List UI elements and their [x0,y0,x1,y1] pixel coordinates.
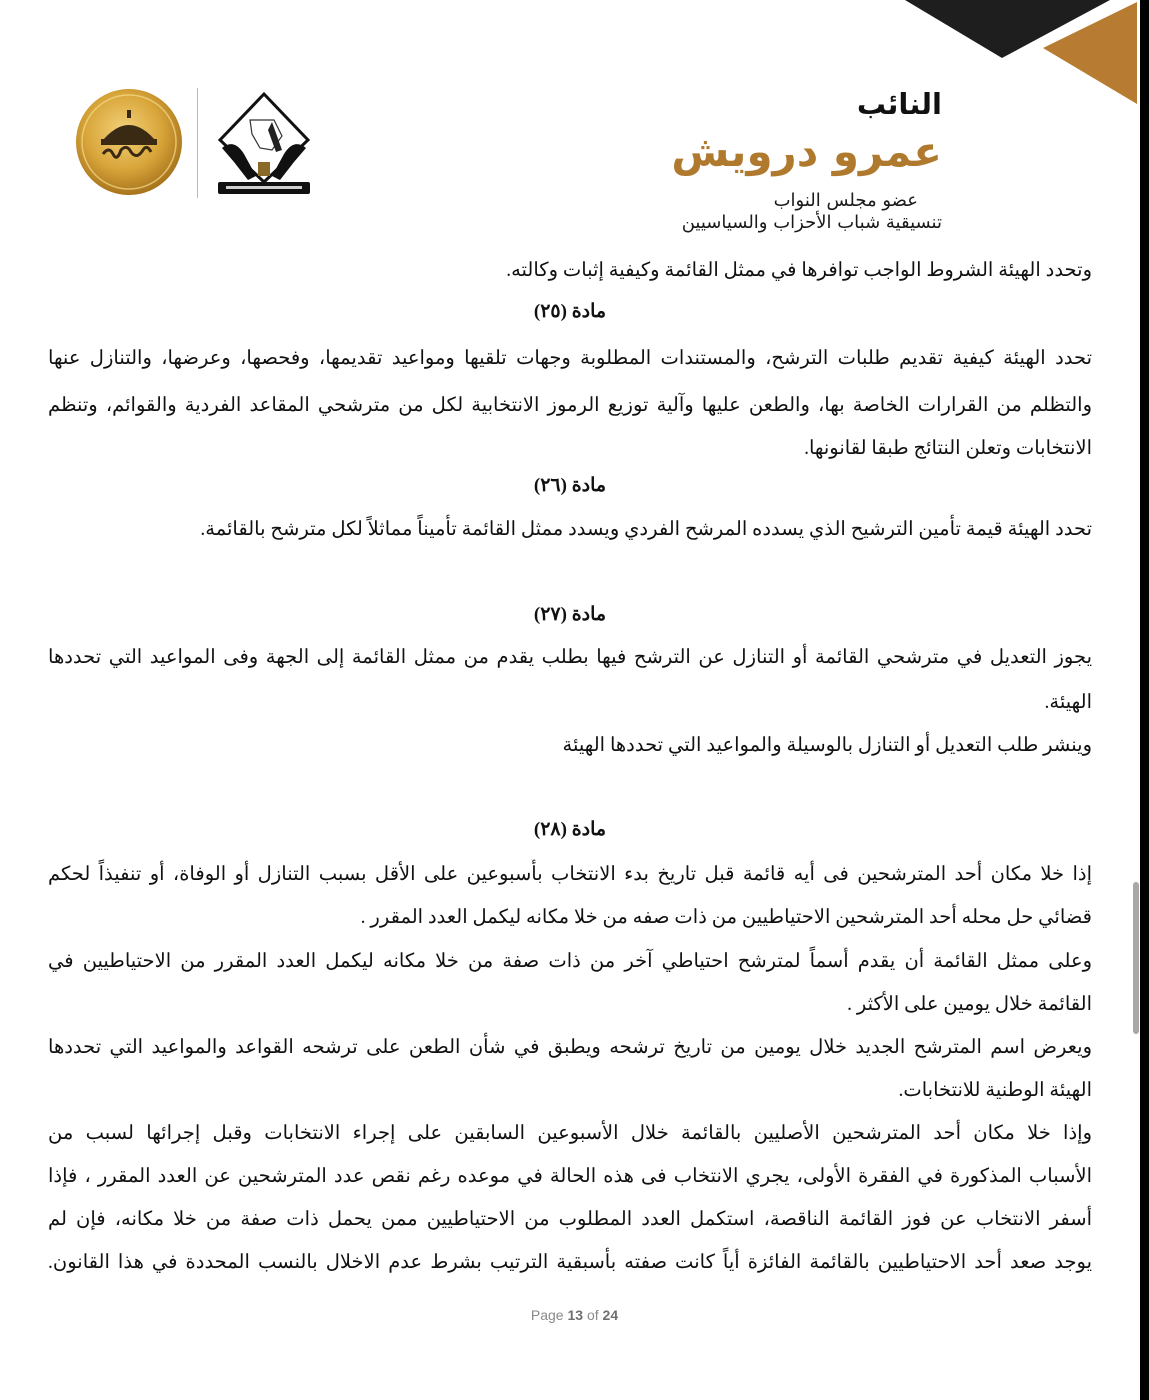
article-27-line: وينشر طلب التعديل أو التنازل بالوسيلة والمواعيد التي تحددها الهيئة [562,735,1092,756]
article-26-heading: مادة (٢٦) [533,475,607,496]
page-label: Page [530,1307,564,1323]
article-28-line: وعلى ممثل القائمة أن يقدم أسماً لمترشح احتياطي آخر من ذات صفة من خلا مكانه ليكمل العدد المقرر من الاحتياطيين في [48,951,1092,972]
article-27-line: يجوز التعديل في مترشحي القائمة أو التنازل عن الترشح فيها بطلب يقدم من ممثل القائمة إلى الجهة وفى المواعيد التي تحددها [48,647,1092,668]
article-28-heading: مادة (٢٨) [533,819,607,840]
page-total: 24 [602,1307,619,1323]
document-body [48,0,1092,1300]
article-28-line: القائمة خلال يومين على الأكثر . [847,994,1092,1015]
article-28-line: وإذا خلا مكان أحد المترشحين الأصليين بالقائمة خلال الأسبوعين السابقين على إجراء الانتخابات وقبل إجرائها لسبب من [48,1123,1092,1144]
intro-paragraph: وتحدد الهيئة الشروط الواجب توافرها في ممثل القائمة وكيفية إثبات وكالته. [506,260,1092,281]
article-28-line: الأسباب المذكورة في الفقرة الأولى، يجري الانتخاب فى هذه الحالة في موعده رغم نقص عدد المترشحين عن العدد المقرر ، فإذا [48,1166,1092,1187]
article-25-heading: مادة (٢٥) [533,301,607,322]
article-28-line: ويعرض اسم المترشح الجديد خلال يومين من تاريخ ترشحه ويطبق في شأن الطعن على ترشحه القواعد والمواعيد التي تحددها [48,1037,1092,1058]
article-28-line: أسفر الانتخاب عن فوز القائمة الناقصة، استكمل العدد المطلوب من الاحتياطيين ممن يحمل ذات صفة من خلا مكانه، فإن لم [48,1209,1092,1230]
article-27-heading: مادة (٢٧) [533,604,607,625]
vertical-scrollbar[interactable] [1133,882,1139,1034]
article-28-line: إذا خلا مكان أحد المترشحين فى أيه قائمة قبل تاريخ بدء الانتخاب بأسبوعين على الأقل بسبب التنازل أو الوفاة، أو تنفيذاً لحكم [48,864,1092,885]
page-indicator [0,1307,1149,1323]
member-role: عضو مجلس النواب [773,190,918,211]
article-26-line: تحدد الهيئة قيمة تأمين الترشيح الذي يسدده المرشح الفردي ويسدد ممثل القائمة تأميناً مماثلاً لكل مترشح بالقائمة. [200,519,1092,540]
page-of-label: of [586,1307,599,1323]
article-28-line: قضائي حل محله أحد المترشحين الاحتياطيين من ذات صفه من خلا مكانه ليكمل العدد المقرر . [360,907,1092,928]
article-27-line: الهيئة. [1044,692,1092,713]
member-name: عمرو درويش [671,127,942,176]
article-25-line: الانتخابات وتعلن النتائج طبقا لقانونها. [804,438,1092,459]
article-25-line: والتظلم من القرارات الخاصة بها، والطعن عليها وآلية توزيع الرموز الانتخابية لكل من مترشحي المقاعد الفردية والقوائم، وتنظم [48,395,1092,416]
member-organization: تنسيقية شباب الأحزاب والسياسيين [681,212,942,233]
article-28-line: الهيئة الوطنية للانتخابات. [898,1080,1092,1101]
header-title: النائب [856,87,942,121]
screen-edge [1140,0,1149,1400]
page-current: 13 [567,1307,584,1323]
article-28-line: يوجد صعد أحد الاحتياطيين بالقائمة الفائزة أياً كانت صفته بأسبقية الترتيب بشرط عدم الاخلال بالنسب المحددة في هذا القانون. [48,1252,1092,1273]
article-25-line: تحدد الهيئة كيفية تقديم طلبات الترشح، والمستندات المطلوبة وجهات تلقيها ومواعيد تقديمها، وفحصها، وعرضها، والتنازل عنها [48,348,1092,369]
